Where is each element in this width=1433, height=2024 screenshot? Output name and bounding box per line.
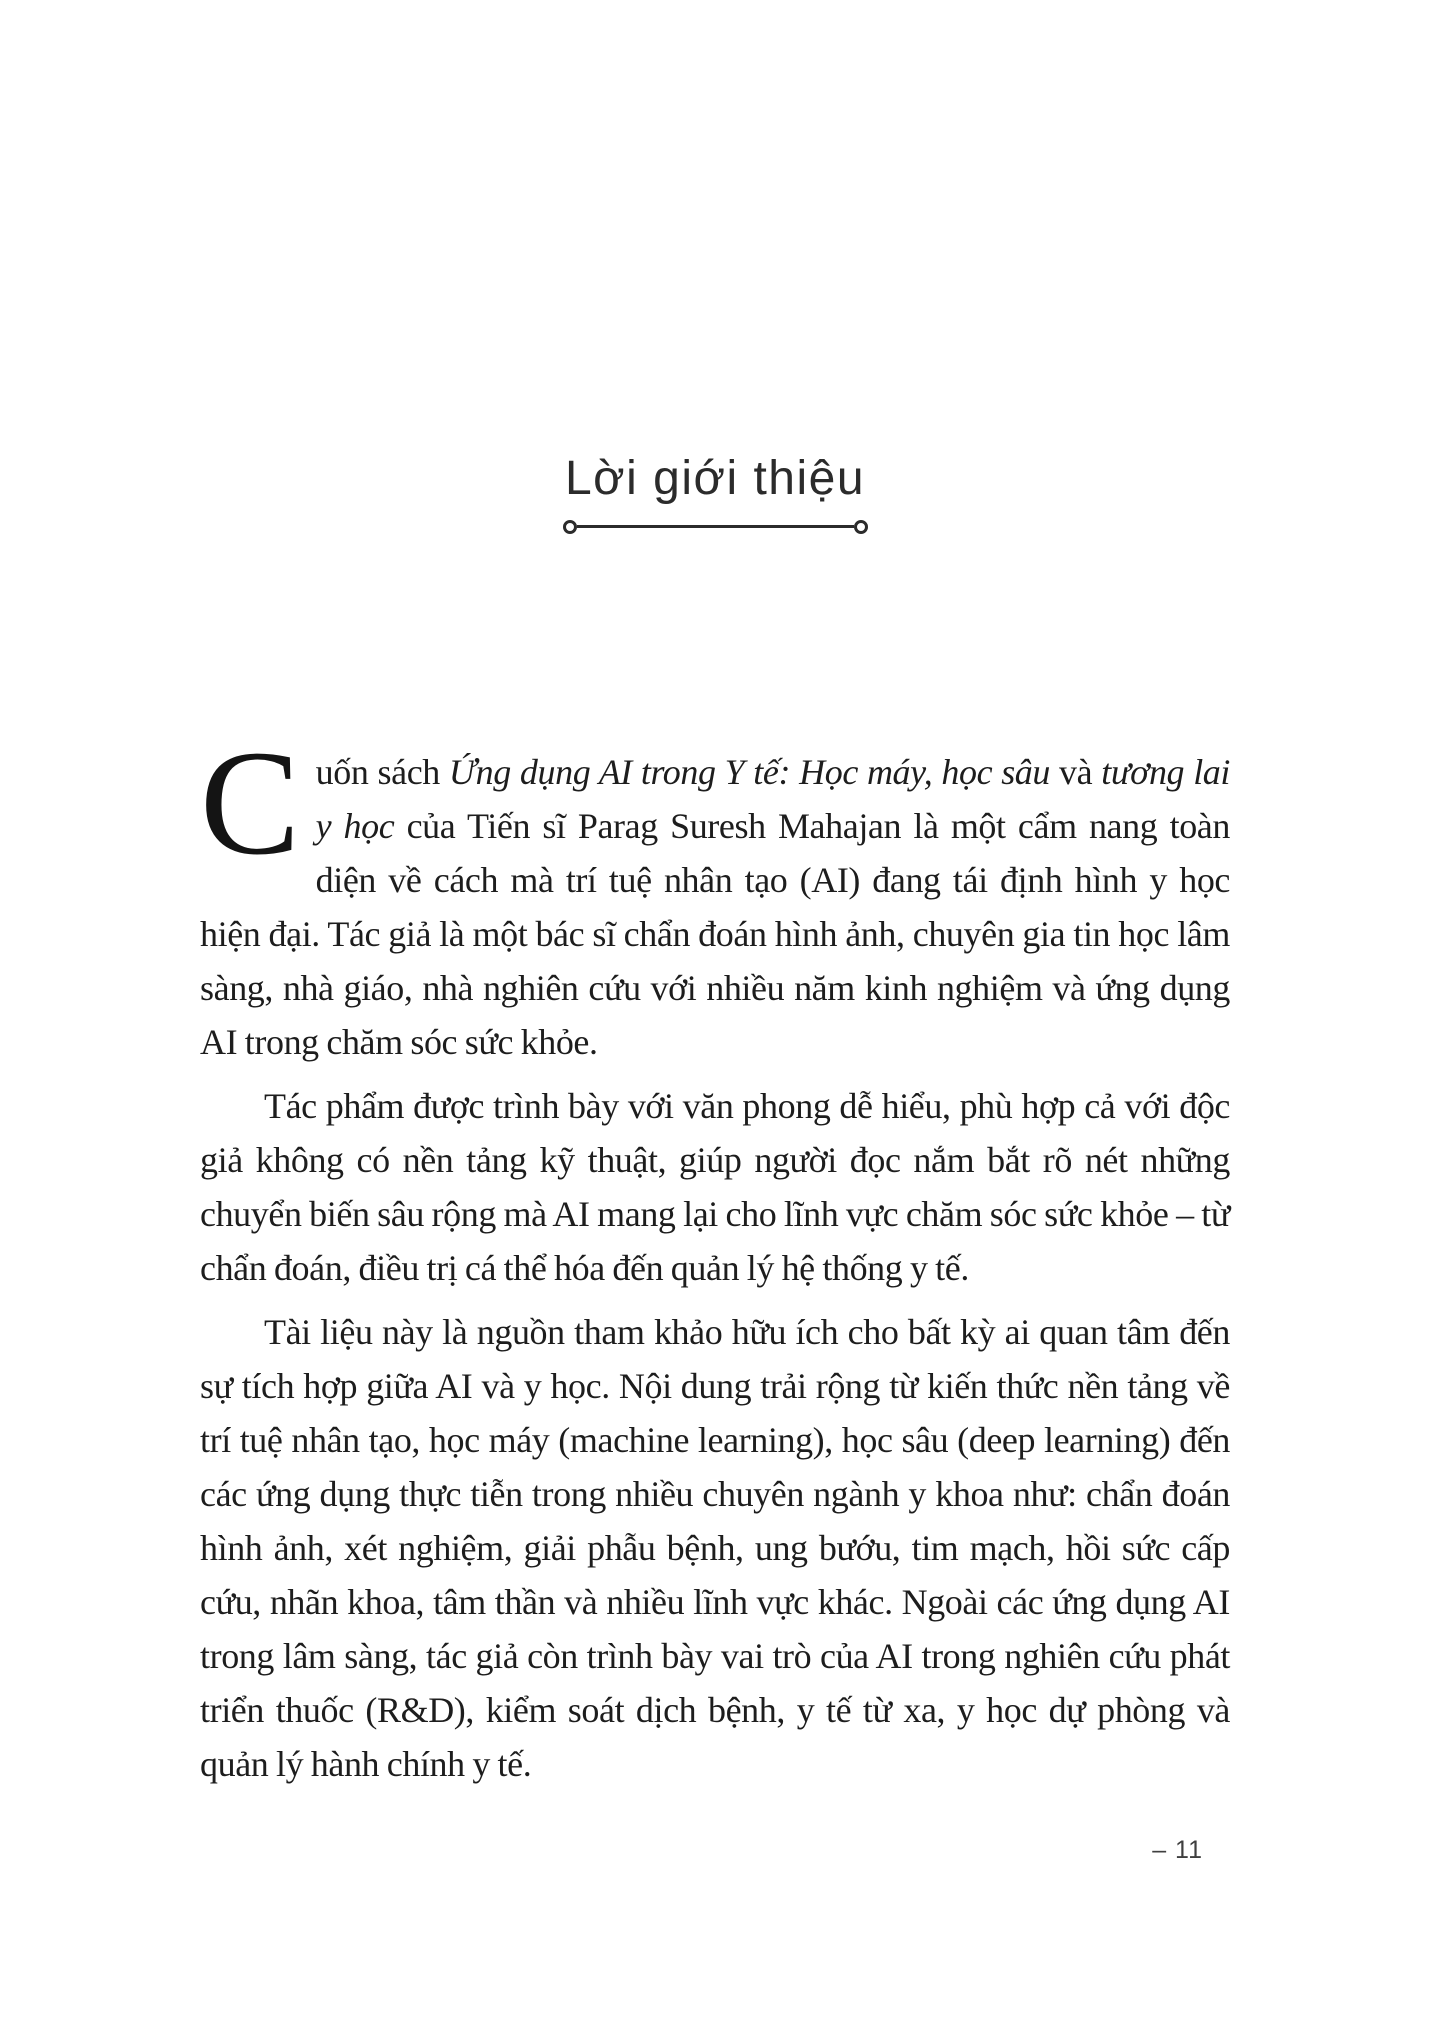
- page-title: Lời giới thiệu: [564, 452, 866, 505]
- book-title-italic: Ứng dụng AI trong Y tế: Học máy, học sâu: [448, 752, 1051, 792]
- paragraph-3: [200, 1305, 1230, 1791]
- ornament-left-circle-icon: [563, 520, 577, 534]
- introduction-text: [200, 720, 1230, 1791]
- ornament-right-circle-icon: [854, 520, 868, 534]
- paragraph-2: [200, 1079, 1230, 1295]
- drop-cap: C: [200, 720, 300, 886]
- text-segment: Tác phẩm được trình bày với văn phong dễ hiểu, phù hợp cả với độc giả không có nền tảng kỹ thuật, giúp người đọc nắm bắt rõ nét những chuyển biến sâu rộng mà AI mang lại cho lĩnh vực chăm sóc sức khỏe – từ chẩn đoán, điều trị cá thể hóa đến quản lý hệ thống y tế.: [200, 1086, 1230, 1288]
- page-number: – 11: [1152, 1836, 1203, 1864]
- ornament-line: [577, 525, 854, 528]
- title-block: [200, 452, 1230, 534]
- text-segment: của Tiến sĩ Parag Suresh Mahajan là một cẩm nang toàn diện về cách mà trí tuệ nhân tạo (AI) đang tái định hình y học hiện đại. Tác giả là một bác sĩ chẩn đoán hình ảnh, chuyên gia tin học lâm sàng, nhà giáo, nhà nghiên cứu với nhiều năm kinh nghiệm và ứng dụng AI trong chăm sóc sức khỏe.: [200, 806, 1230, 1062]
- text-segment: Tài liệu này là nguồn tham khảo hữu ích cho bất kỳ ai quan tâm đến sự tích hợp giữa AI và y học. Nội dung trải rộng từ kiến thức nền tảng về trí tuệ nhân tạo, học máy (machine learning), học sâu (deep learning) đến các ứng dụng thực tiễn trong nhiều chuyên ngành y khoa như: chẩn đoán hình ảnh, xét nghiệm, giải phẫu bệnh, ung bướu, tim mạch, hồi sức cấp cứu, nhãn khoa, tâm thần và nhiều lĩnh vực khác. Ngoài các ứng dụng AI trong lâm sàng, tác giả còn trình bày vai trò của AI trong nghiên cứu phát triển thuốc (R&D), kiểm soát dịch bệnh, y tế từ xa, y học dự phòng và quản lý hành chính y tế.: [200, 1312, 1230, 1784]
- paragraph-1: [200, 720, 1230, 1069]
- text-segment: và: [1050, 752, 1102, 792]
- title-ornament: [563, 520, 868, 534]
- book-title-italic: tương lai y học: [315, 752, 1230, 846]
- text-segment: uốn sách: [315, 752, 449, 792]
